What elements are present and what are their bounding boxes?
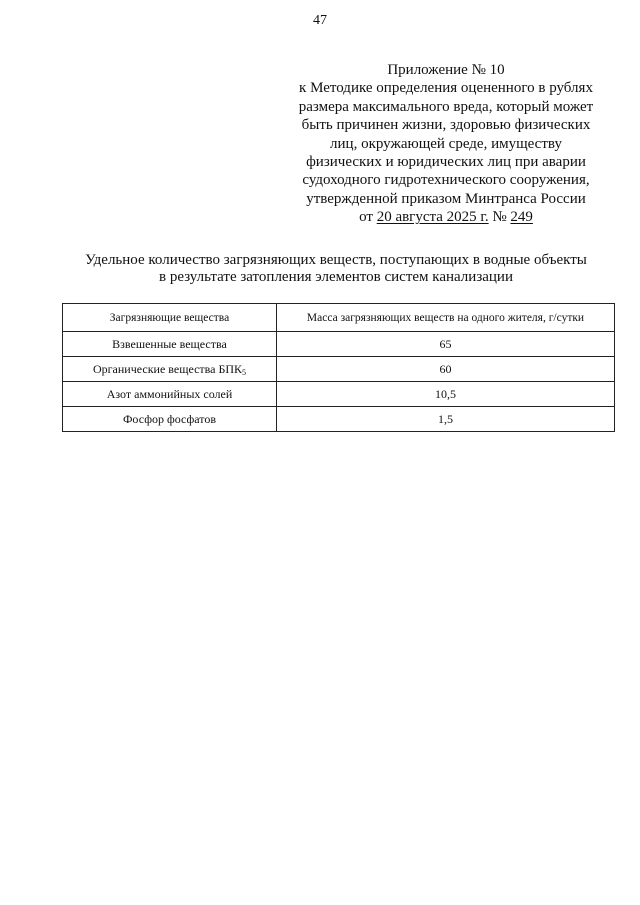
mass-cell: 1,5 — [277, 407, 615, 432]
substance-name: Азот аммонийных солей — [106, 386, 233, 401]
substance-name: Взвешенные вещества — [112, 336, 227, 351]
order-date: 20 августа 2025 г. — [376, 209, 489, 226]
substance-name: Фосфор фосфатов — [122, 411, 217, 426]
heading-line-1: Удельное количество загрязняющих веществ, поступающих в водные объекты — [85, 252, 587, 268]
table-heading — [40, 252, 632, 286]
appendix-block — [296, 61, 596, 227]
mass-cell: 65 — [277, 332, 615, 357]
appendix-line: утвержденной приказом Минтранса России — [306, 190, 586, 207]
appendix-line: быть причинен жизни, здоровью физических — [301, 117, 591, 134]
appendix-line: к Методике определения оцененного в рублях — [299, 80, 593, 97]
date-prefix: от — [359, 209, 373, 226]
substance-subscript: 5 — [242, 367, 247, 377]
substance-cell — [63, 332, 277, 357]
number-prefix: № — [492, 209, 507, 226]
table-header-row — [63, 304, 615, 332]
column-header-mass: Масса загрязняющих веществ на одного жителя, г/сутки — [277, 304, 615, 332]
substance-cell — [63, 407, 277, 432]
order-number: 249 — [510, 209, 533, 226]
table-row — [63, 332, 615, 357]
mass-cell: 60 — [277, 357, 615, 382]
table-row — [63, 407, 615, 432]
substance-cell — [63, 382, 277, 407]
page-number: 47 — [313, 13, 327, 28]
pollutants-table — [62, 303, 615, 432]
mass-cell: 10,5 — [277, 382, 615, 407]
heading-line-2: в результате затопления элементов систем канализации — [159, 269, 513, 285]
appendix-line: размера максимального вреда, который может — [298, 98, 594, 115]
appendix-line: судоходного гидротехнического сооружения, — [302, 172, 590, 189]
appendix-title: Приложение № 10 — [387, 62, 505, 78]
approval-line — [296, 208, 596, 226]
substance-name: Органические вещества БПК — [92, 361, 243, 376]
appendix-line: физических и юридических лиц при аварии — [306, 154, 586, 171]
table-row — [63, 382, 615, 407]
substance-cell — [63, 357, 277, 382]
table-row — [63, 357, 615, 382]
column-header-substance: Загрязняющие вещества — [63, 304, 277, 332]
appendix-line: лиц, окружающей среде, имуществу — [330, 135, 562, 152]
